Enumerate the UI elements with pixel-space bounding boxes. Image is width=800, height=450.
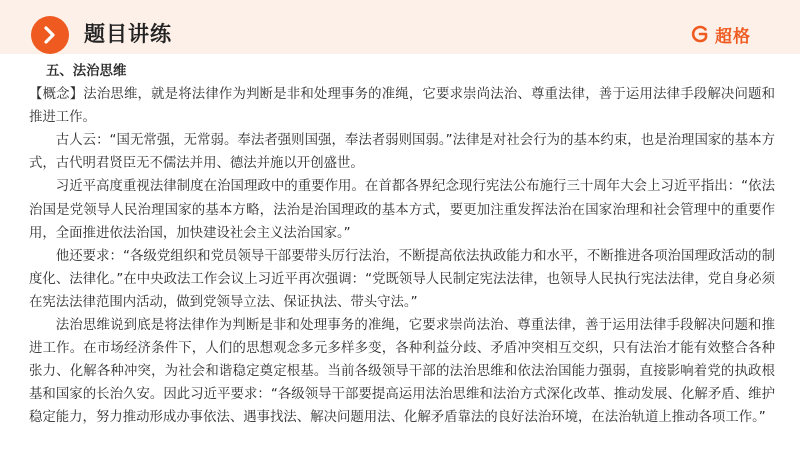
paragraph-requirements: 他还要求：“各级党组织和党员领导干部要带头厉行法治，不断提高依法执政能力和水平，不断推进各项治国理政活动的制度化、法律化。”在中央政法工作会议上习近平再次强调：“党既领导人民制定宪法法律，也领导人民执行宪法法律，党自身必须在宪法法律范围内活动，做到党领导立法、保证执法、带头守法。” (29, 248, 775, 310)
section-heading: 五、法治思维 (46, 64, 127, 79)
paragraph-summary: 法治思维说到底是将法律作为判断是非和处理事务的准绳，它要求崇尚法治、尊重法律，善于运用法律手段解决问题和推进工作。在市场经济条件下，人们的思想观念多元多样多变，各种利益分歧、矛盾冲突相互交织，只有法治才能有效整合各种张力、化解各种冲突，为社会和谐稳定奠定根基。当前各级领导干部的法治思维和依法治国能力强弱，直接影响着党的执政根基和国家的长治久安。因此习近平要求：“各级领导干部要提高运用法治思维和法治方式深化改革、推动发展、化解矛盾、维护稳定能力，努力推动形成办事依法、遇事找法、解决问题用法、化解矛盾靠法的良好法治环境，在法治轨道上推动各项工作。” (29, 318, 775, 426)
brand-logo (690, 22, 751, 46)
brand-logo-text: 超格 (715, 26, 751, 47)
page-title: 题目讲练 (84, 22, 172, 46)
arrow-right-icon (31, 16, 69, 54)
paragraph-ancient-saying: 古人云：“国无常强，无常弱。奉法者强则国强，奉法者弱则国弱。”法律是对社会行为的基本约束，也是治理国家的基本方式，古代明君贤臣无不儒法并用、德法并施以开创盛世。 (29, 133, 775, 172)
paragraph-xi-constitution: 习近平高度重视法律制度在治国理政中的重要作用。在首都各界纪念现行宪法公布施行三十周年大会上习近平指出：“依法治国是党领导人民治理国家的基本方略，法治是治国理政的基本方式，要更加注重发挥法治在国家治理和社会管理中的重要作用，全面推进依法治国，加快建设社会主义法治国家。” (29, 179, 775, 241)
paragraph-concept: 【概念】法治思维，就是将法律作为判断是非和处理事务的准绳，它要求崇尚法治、尊重法律，善于运用法律手段解决问题和推进工作。 (29, 87, 775, 126)
brand-mark-icon (690, 24, 710, 44)
article-body (29, 60, 775, 430)
